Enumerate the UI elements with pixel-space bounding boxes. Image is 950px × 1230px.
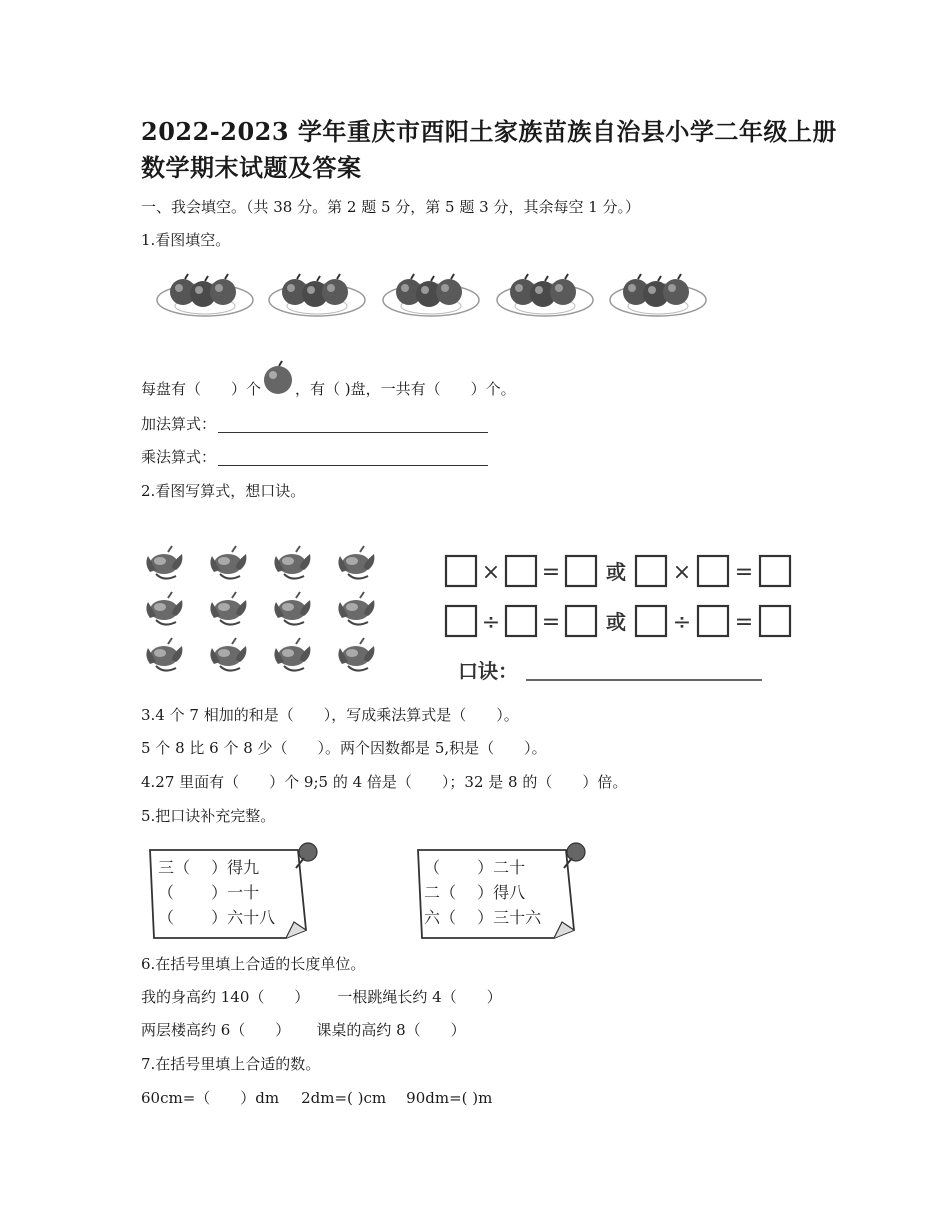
q4-line: 4.27 里面有（ ）个 9;5 的 4 倍是（ ）；32 是 8 的（ ）倍。 bbox=[141, 773, 628, 791]
eq1-box-3[interactable] bbox=[566, 556, 596, 586]
page-title-line2: 数学期末试题及答案 bbox=[141, 153, 362, 182]
q6-item-d: 课桌的高约 8（ ） bbox=[316, 1021, 466, 1039]
q1-label: 1.看图填空。 bbox=[141, 231, 231, 249]
q1-fill-part2: ，有（ )盘，一共有（ ）个。 bbox=[295, 380, 516, 398]
eq2-divide-sign: ÷ bbox=[481, 610, 501, 635]
card2-line2: 二（ ）得八 bbox=[424, 883, 526, 902]
eq1-box-2[interactable] bbox=[506, 556, 536, 586]
q1-multiplication-label: 乘法算式： bbox=[141, 448, 217, 466]
q1-addition-row bbox=[141, 413, 488, 435]
q7-item-c: 90dm=( )m bbox=[406, 1089, 493, 1107]
pushpin-icon bbox=[299, 843, 317, 861]
pushpin-icon bbox=[567, 843, 585, 861]
q1-fill-line bbox=[141, 378, 516, 400]
q1-addition-answer-line[interactable] bbox=[218, 418, 488, 433]
q6-item-a: 我的身高约 140（ ） bbox=[141, 988, 310, 1006]
q5-label: 5.把口诀补充完整。 bbox=[141, 807, 276, 825]
flower-row-2 bbox=[146, 592, 374, 625]
equation-boxes-panel bbox=[440, 548, 810, 688]
plates-of-apples-figure bbox=[150, 262, 710, 342]
q7-item-a: 60cm=（ ）dm bbox=[141, 1089, 280, 1107]
q7-item-b: 2dm=( )cm bbox=[301, 1089, 387, 1107]
q3-line1: 3.4 个 7 相加的和是（ ），写成乘法算式是（ ）。 bbox=[141, 706, 519, 724]
eq2-box-3[interactable] bbox=[566, 606, 596, 636]
plate-4 bbox=[497, 274, 593, 316]
eq1-equals-sign: = bbox=[541, 560, 561, 585]
q7-label: 7.在括号里填上合适的数。 bbox=[141, 1055, 321, 1073]
q6-row1 bbox=[141, 986, 502, 1008]
q6-row2 bbox=[141, 1019, 466, 1041]
plate-5 bbox=[610, 274, 706, 316]
koujue-label: 口诀： bbox=[458, 659, 518, 683]
eq1-equals-sign-2: = bbox=[734, 560, 754, 585]
q7-row bbox=[141, 1087, 492, 1109]
eq2-box-1[interactable] bbox=[446, 606, 476, 636]
eq2-box-6[interactable] bbox=[760, 606, 790, 636]
card2-line1: （ ）二十 bbox=[424, 858, 526, 877]
flower-row-1 bbox=[146, 546, 374, 579]
section-1-heading: 一、我会填空。（共 38 分。第 2 题 5 分，第 5 题 3 分，其余每空 1 分。） bbox=[141, 198, 641, 216]
eq2-box-4[interactable] bbox=[636, 606, 666, 636]
card1-line1: 三（ ）得九 bbox=[158, 858, 260, 877]
plate-2 bbox=[269, 274, 365, 316]
eq1-box-1[interactable] bbox=[446, 556, 476, 586]
card1-line3: （ ）六十八 bbox=[158, 908, 276, 927]
q1-addition-label: 加法算式： bbox=[141, 415, 217, 433]
plate-1 bbox=[157, 274, 253, 316]
apple-icon bbox=[261, 378, 295, 400]
q1-fill-part1: 每盘有（ ）个 bbox=[141, 380, 262, 398]
koujue-card-2 bbox=[414, 838, 594, 942]
q1-multiplication-answer-line[interactable] bbox=[218, 451, 488, 466]
q6-item-c: 两层楼高约 6（ ） bbox=[141, 1021, 291, 1039]
card2-line3: 六（ ）三十六 bbox=[424, 908, 542, 927]
q2-label: 2.看图写算式，想口诀。 bbox=[141, 482, 306, 500]
q6-label: 6.在括号里填上合适的长度单位。 bbox=[141, 955, 366, 973]
eq2-equals-sign-2: = bbox=[734, 610, 754, 635]
eq1-times-sign-2: × bbox=[672, 560, 692, 585]
card1-line2: （ ）一十 bbox=[158, 883, 260, 902]
koujue-card-1 bbox=[146, 838, 326, 942]
plate-3 bbox=[383, 274, 479, 316]
flower-row-3 bbox=[146, 638, 374, 671]
q3-line2: 5 个 8 比 6 个 8 少（ ）。两个因数都是 5,积是（ ）。 bbox=[141, 739, 547, 757]
q1-multiplication-row bbox=[141, 446, 488, 468]
eq1-times-sign: × bbox=[481, 560, 501, 585]
eq2-divide-sign-2: ÷ bbox=[672, 610, 692, 635]
eq1-box-6[interactable] bbox=[760, 556, 790, 586]
eq2-box-5[interactable] bbox=[698, 606, 728, 636]
eq1-or-text: 或 bbox=[606, 560, 626, 584]
eq2-box-2[interactable] bbox=[506, 606, 536, 636]
eq1-box-4[interactable] bbox=[636, 556, 666, 586]
eq1-box-5[interactable] bbox=[698, 556, 728, 586]
flowers-grid-figure bbox=[140, 540, 400, 680]
eq2-equals-sign: = bbox=[541, 610, 561, 635]
eq2-or-text: 或 bbox=[606, 610, 626, 634]
page-title-line1: 2022-2023 学年重庆市酉阳土家族苗族自治县小学二年级上册 bbox=[141, 117, 837, 146]
q6-item-b: 一根跳绳长约 4（ ） bbox=[337, 988, 502, 1006]
